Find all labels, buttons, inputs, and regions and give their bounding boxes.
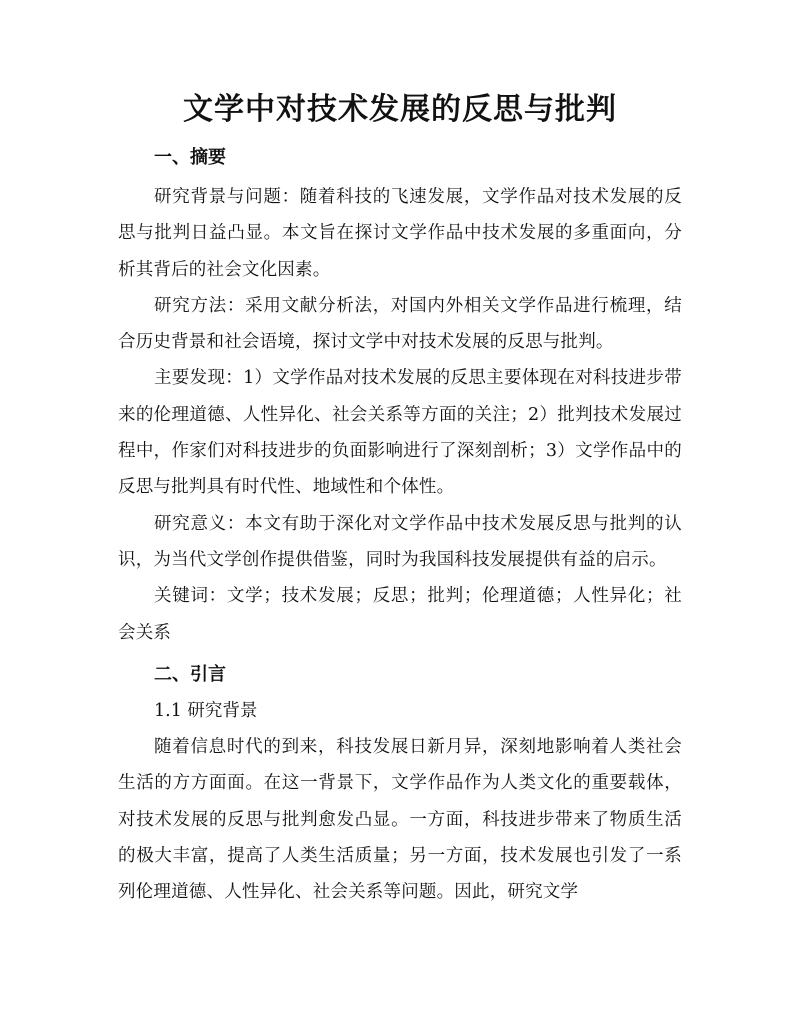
- abstract-keywords-paragraph: 关键词：文学；技术发展；反思；批判；伦理道德；人性异化；社会关系: [118, 586, 682, 643]
- research-background-subheading: 1.1 研究背景: [154, 700, 258, 721]
- abstract-background-paragraph: 研究背景与问题：随着科技的飞速发展，文学作品对技术发展的反思与批判日益凸显。本文旨在探讨文学作品中技术发展的多重面向，分析其背后的社会文化因素。: [118, 187, 682, 280]
- abstract-heading: 一、摘要: [154, 147, 226, 168]
- introduction-heading: 二、引言: [154, 663, 226, 685]
- abstract-method-paragraph: 研究方法：采用文献分析法，对国内外相关文学作品进行梳理，结合历史背景和社会语境，探讨文学中对技术发展的反思与批判。: [118, 295, 682, 353]
- document-title: 文学中对技术发展的反思与批判: [183, 92, 617, 127]
- abstract-findings-paragraph: 主要发现：1）文学作品对技术发展的反思主要体现在对科技进步带来的伦理道德、人性异化、社会关系等方面的关注；2）批判技术发展过程中，作家们对科技进步的负面影响进行了深刻剖析；3）文学作品中的反思与批判具有时代性、地域性和个体性。: [118, 368, 682, 498]
- abstract-significance-paragraph: 研究意义：本文有助于深化对文学作品中技术发展反思与批判的认识，为当代文学创作提供借鉴，同时为我国科技发展提供有益的启示。: [118, 513, 682, 570]
- introduction-paragraph: 随着信息时代的到来，科技发展日新月异，深刻地影响着人类社会生活的方方面面。在这一背景下，文学作品作为人类文化的重要载体，对技术发展的反思与批判愈发凸显。一方面，科技进步带来了物质生活的极大丰富，提高了人类生活质量；另一方面，技术发展也引发了一系列伦理道德、人性异化、社会关系等问题。因此，研究文学: [118, 737, 682, 903]
